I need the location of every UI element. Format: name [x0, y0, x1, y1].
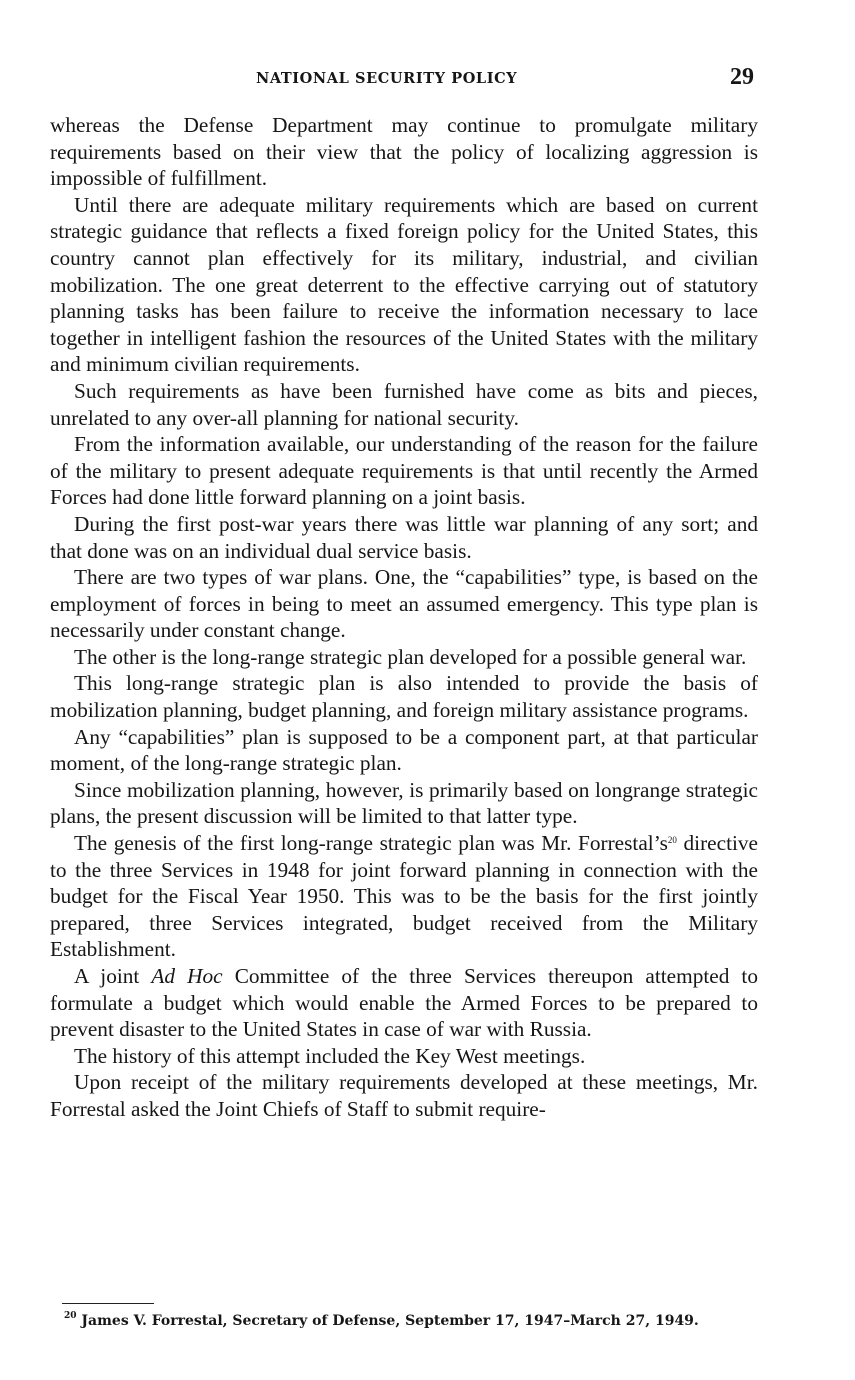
page-header	[0, 66, 855, 96]
paragraph-long-range-plan: The other is the long-range strategic plan developed for a possible general war.	[74, 644, 747, 669]
forrestal-text-start: The genesis of the first long-range strategic plan was Mr. Forrestal’s	[74, 831, 668, 856]
paragraph-ad-hoc-committee	[50, 963, 758, 1043]
paragraph-key-west: The history of this attempt included the Key West meetings.	[74, 1043, 586, 1068]
adhoc-text-start: A joint	[74, 964, 152, 988]
paragraph-receipt-requirements: Upon receipt of the military requirements developed at these meetings, Mr. Forrestal asked the Joint Chiefs of Staff to submit require-	[50, 1070, 758, 1121]
footnote	[64, 1312, 764, 1330]
paragraph-forrestal-directive	[50, 830, 758, 963]
footnote-reference[interactable]: 20	[667, 835, 677, 846]
paragraph-post-war-years: During the first post-war years there was little war planning of any sort; and that done was on an individual dual service basis.	[50, 511, 758, 563]
footnote-number: 20	[64, 1311, 77, 1321]
footnote-divider	[62, 1303, 154, 1304]
paragraph-continuation: whereas the Defense Department may continue to promulgate military requirements based on their view that the policy of localizing aggression is impossible of fulfillment.	[50, 113, 758, 191]
footnote-text: James V. Forrestal, Secretary of Defense, September 17, 1947–March 27, 1949.	[76, 1313, 699, 1329]
running-head: NATIONAL SECURITY POLICY	[256, 70, 518, 87]
paragraph-latter-type: Since mobilization planning, however, is primarily based on longrange strategic plans, the present discussion will be limited to that latter type.	[50, 777, 758, 829]
page-number: 29	[730, 64, 754, 90]
paragraph-bits-and-pieces: Such requirements as have been furnished have come as bits and pieces, unrelated to any over-all planning for national security.	[50, 378, 758, 430]
adhoc-italic-term: Ad Hoc	[151, 964, 223, 988]
paragraph-capabilities-component: Any “capabilities” plan is supposed to be a component part, at that particular moment, of the long-range strategic plan.	[50, 724, 758, 776]
adhoc-text-end: Committee of the three Services thereupon attempted to formulate a budget which would enable the Armed Forces to be prepared to prevent disaster to the United States in case of war with Russia.	[50, 964, 758, 1042]
body-text	[50, 112, 758, 1123]
paragraph-mobilization-basis: This long-range strategic plan is also intended to provide the basis of mobilization planning, budget planning, and foreign military assistance programs.	[50, 671, 758, 723]
paragraph-military-requirements: Until there are adequate military requirements which are based on current strategic guidance that reflects a fixed foreign policy for the United States, this country cannot plan effectively for its military, industrial, and civilian mobilization. The one great deterrent to the effective carrying out of statutory planning tasks has been failure to receive the information necessary to lace together in intelligent fashion the resources of the United States with the military and minimum civilian requirements.	[50, 192, 758, 377]
forrestal-text-end: directive to the three Services in 1948 for joint forward planning in connection with the budget for the Fiscal Year 1950. This was to be the basis for the first jointly prepared, three Services integrated, budget received from the Military Establishment.	[50, 831, 758, 962]
paragraph-information-available: From the information available, our understanding of the reason for the failure of the military to present adequate requirements is that until recently the Armed Forces had done little forward planning on a joint basis.	[50, 432, 758, 510]
paragraph-two-types: There are two types of war plans. One, the “capabilities” type, is based on the employment of forces in being to meet an assumed emergency. This type plan is necessarily under constant change.	[50, 565, 758, 643]
